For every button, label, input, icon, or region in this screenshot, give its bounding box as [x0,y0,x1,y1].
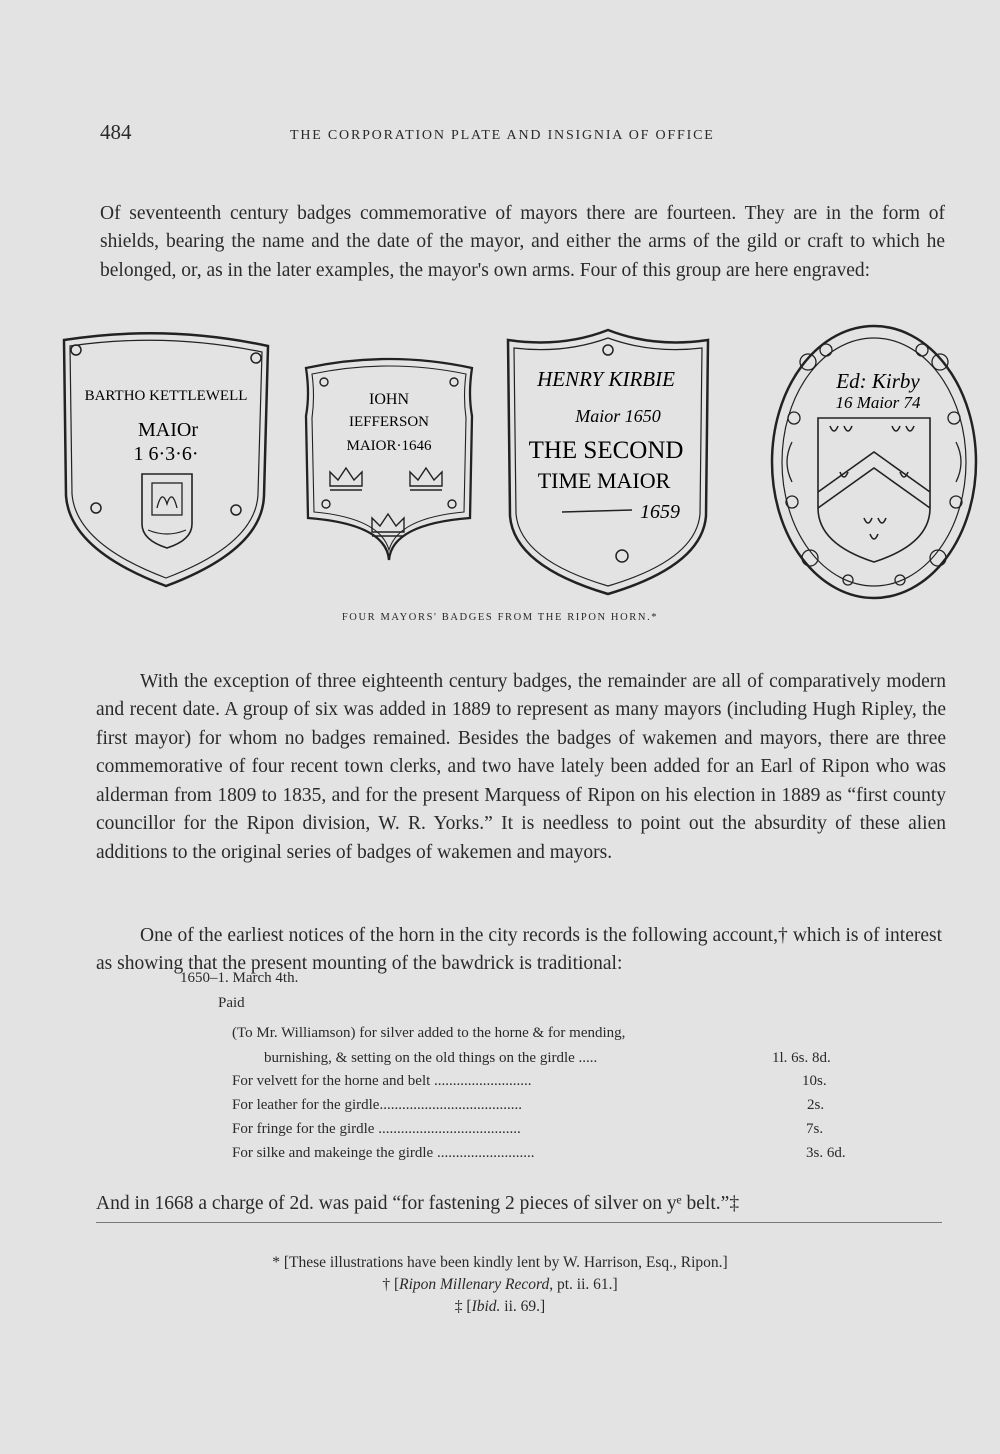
account-row [232,1121,872,1143]
badge-2-line-1: IOHN [369,391,409,408]
badge-2-line-3: MAIOR·1646 [346,438,432,454]
paragraph-horn-records: One of the earliest notices of the horn in the city records is the following account,† which is of interest as showing that the present mounting of the bawdrick is traditional: [96,924,942,974]
account-item: (To Mr. Williamson) for silver added to the horne & for mending, [232,1025,626,1041]
rivet [603,345,613,355]
rivet [450,378,458,386]
account-amount: 7s. [806,1121,824,1137]
account-row [232,1097,872,1119]
running-title: THE CORPORATION PLATE AND INSIGNIA OF OFFICE [290,128,715,143]
paragraph-badges-intro: Of seventeenth century badges commemorative of mayors there are fourteen. They are in the form of shields, bearing the name and the date of the mayor, and either the arms of the gild or craft to which he belonged, or, as in the later examples, the mayor's own arms. Four of this group are here engraved: [100,202,945,281]
crown-icon [410,468,442,490]
badge-4-line-2: 16 Maior 74 [835,393,921,412]
rivet [320,378,328,386]
footnote-ibid: ‡ [Ibid. ii. 69.] [454,1298,546,1315]
badge-1-line-3: 1 6·3·6· [133,443,199,465]
account-amount: 1l. 6s. 8d. [772,1050,831,1066]
account-row [264,1050,904,1072]
account-item: For silke and makeinge the girdle .......................... [232,1145,535,1161]
account-row [232,1025,872,1047]
rivet [322,500,330,508]
badge-2-line-2: IEFFERSON [348,414,430,430]
page-number: 484 [100,120,132,144]
account-amount: 3s. 6d. [806,1145,846,1161]
badge-1-line-2: MAIOr [138,419,198,441]
footnote-divider [96,1222,942,1223]
coat-of-arms-shield-icon [818,418,930,562]
account-item: burnishing, & setting on the old things on the girdle ..... [264,1050,598,1066]
badge-kettlewell [56,328,276,590]
footnote-illustrations: * [These illustrations have been kindly lent by W. Harrison, Esq., Ripon.] [272,1254,728,1271]
badge-3-line-4: TIME MAIOR [537,468,671,493]
rivet [231,505,241,515]
badge-3-line-3: THE SECOND [528,437,684,464]
account-item: For leather for the girdle...................................... [232,1097,522,1113]
badge-kirby [768,322,980,602]
account-row [232,1073,872,1095]
badge-4-line-1: Ed: Kirby [836,369,920,393]
page-header [100,120,940,154]
account-date: 1650–1. March 4th. [180,970,299,986]
rivet [616,550,628,562]
rivet [71,345,81,355]
badge-3-line-2: Maior 1650 [575,406,661,426]
paragraph-1668-charge: And in 1668 a charge of 2d. was paid “for fastening 2 pieces of silver on yᵉ belt.”‡ [96,1192,740,1214]
account-item: For fringe for the girdle ...................................... [232,1121,521,1137]
badges-illustration [50,320,980,610]
figure-caption: FOUR MAYORS' BADGES FROM THE RIPON HORN.* [341,612,659,623]
account-amount: 2s. [807,1097,825,1113]
badge-kirbie [502,326,714,598]
gild-arms-shield-icon [142,474,192,548]
account-amount: 10s. [802,1073,827,1089]
badge-iefferson [302,354,476,564]
rivet [448,500,456,508]
badge-3-line-1: HENRY KIRBIE [537,367,675,391]
footnotes [0,1252,1000,1318]
account-paid-label: Paid [218,995,245,1011]
badge-1-line-1: BARTHO KETTLEWELL [84,388,248,404]
rivet [91,503,101,513]
account-row [232,1145,872,1167]
rivet [251,353,261,363]
account-item: For velvett for the horne and belt .......................... [232,1073,532,1089]
badge-3-line-5: 1659 [640,501,680,523]
crown-icon [330,468,362,490]
paragraph-modern-badges: With the exception of three eighteenth century badges, the remainder are all of comparatively modern and recent date. A group of six was added in 1889 to represent as many mayors (including Hugh Ripley, the first mayor) for whom no badges remained. Besides the badges of wakemen and mayors, there are three commemorative of four recent town clerks, and two have lately been added for an Earl of Ripon who was alderman from 1809 to 1835, and for the present Marquess of Ripon on his election in 1889 as “first county councillor for the Ripon division, W. R. Yorks.” It is needless to point out the absurdity of these alien additions to the original series of badges of wakemen and mayors. [96,670,946,863]
footnote-millenary-record: † [Ripon Millenary Record, pt. ii. 61.] [382,1276,618,1293]
